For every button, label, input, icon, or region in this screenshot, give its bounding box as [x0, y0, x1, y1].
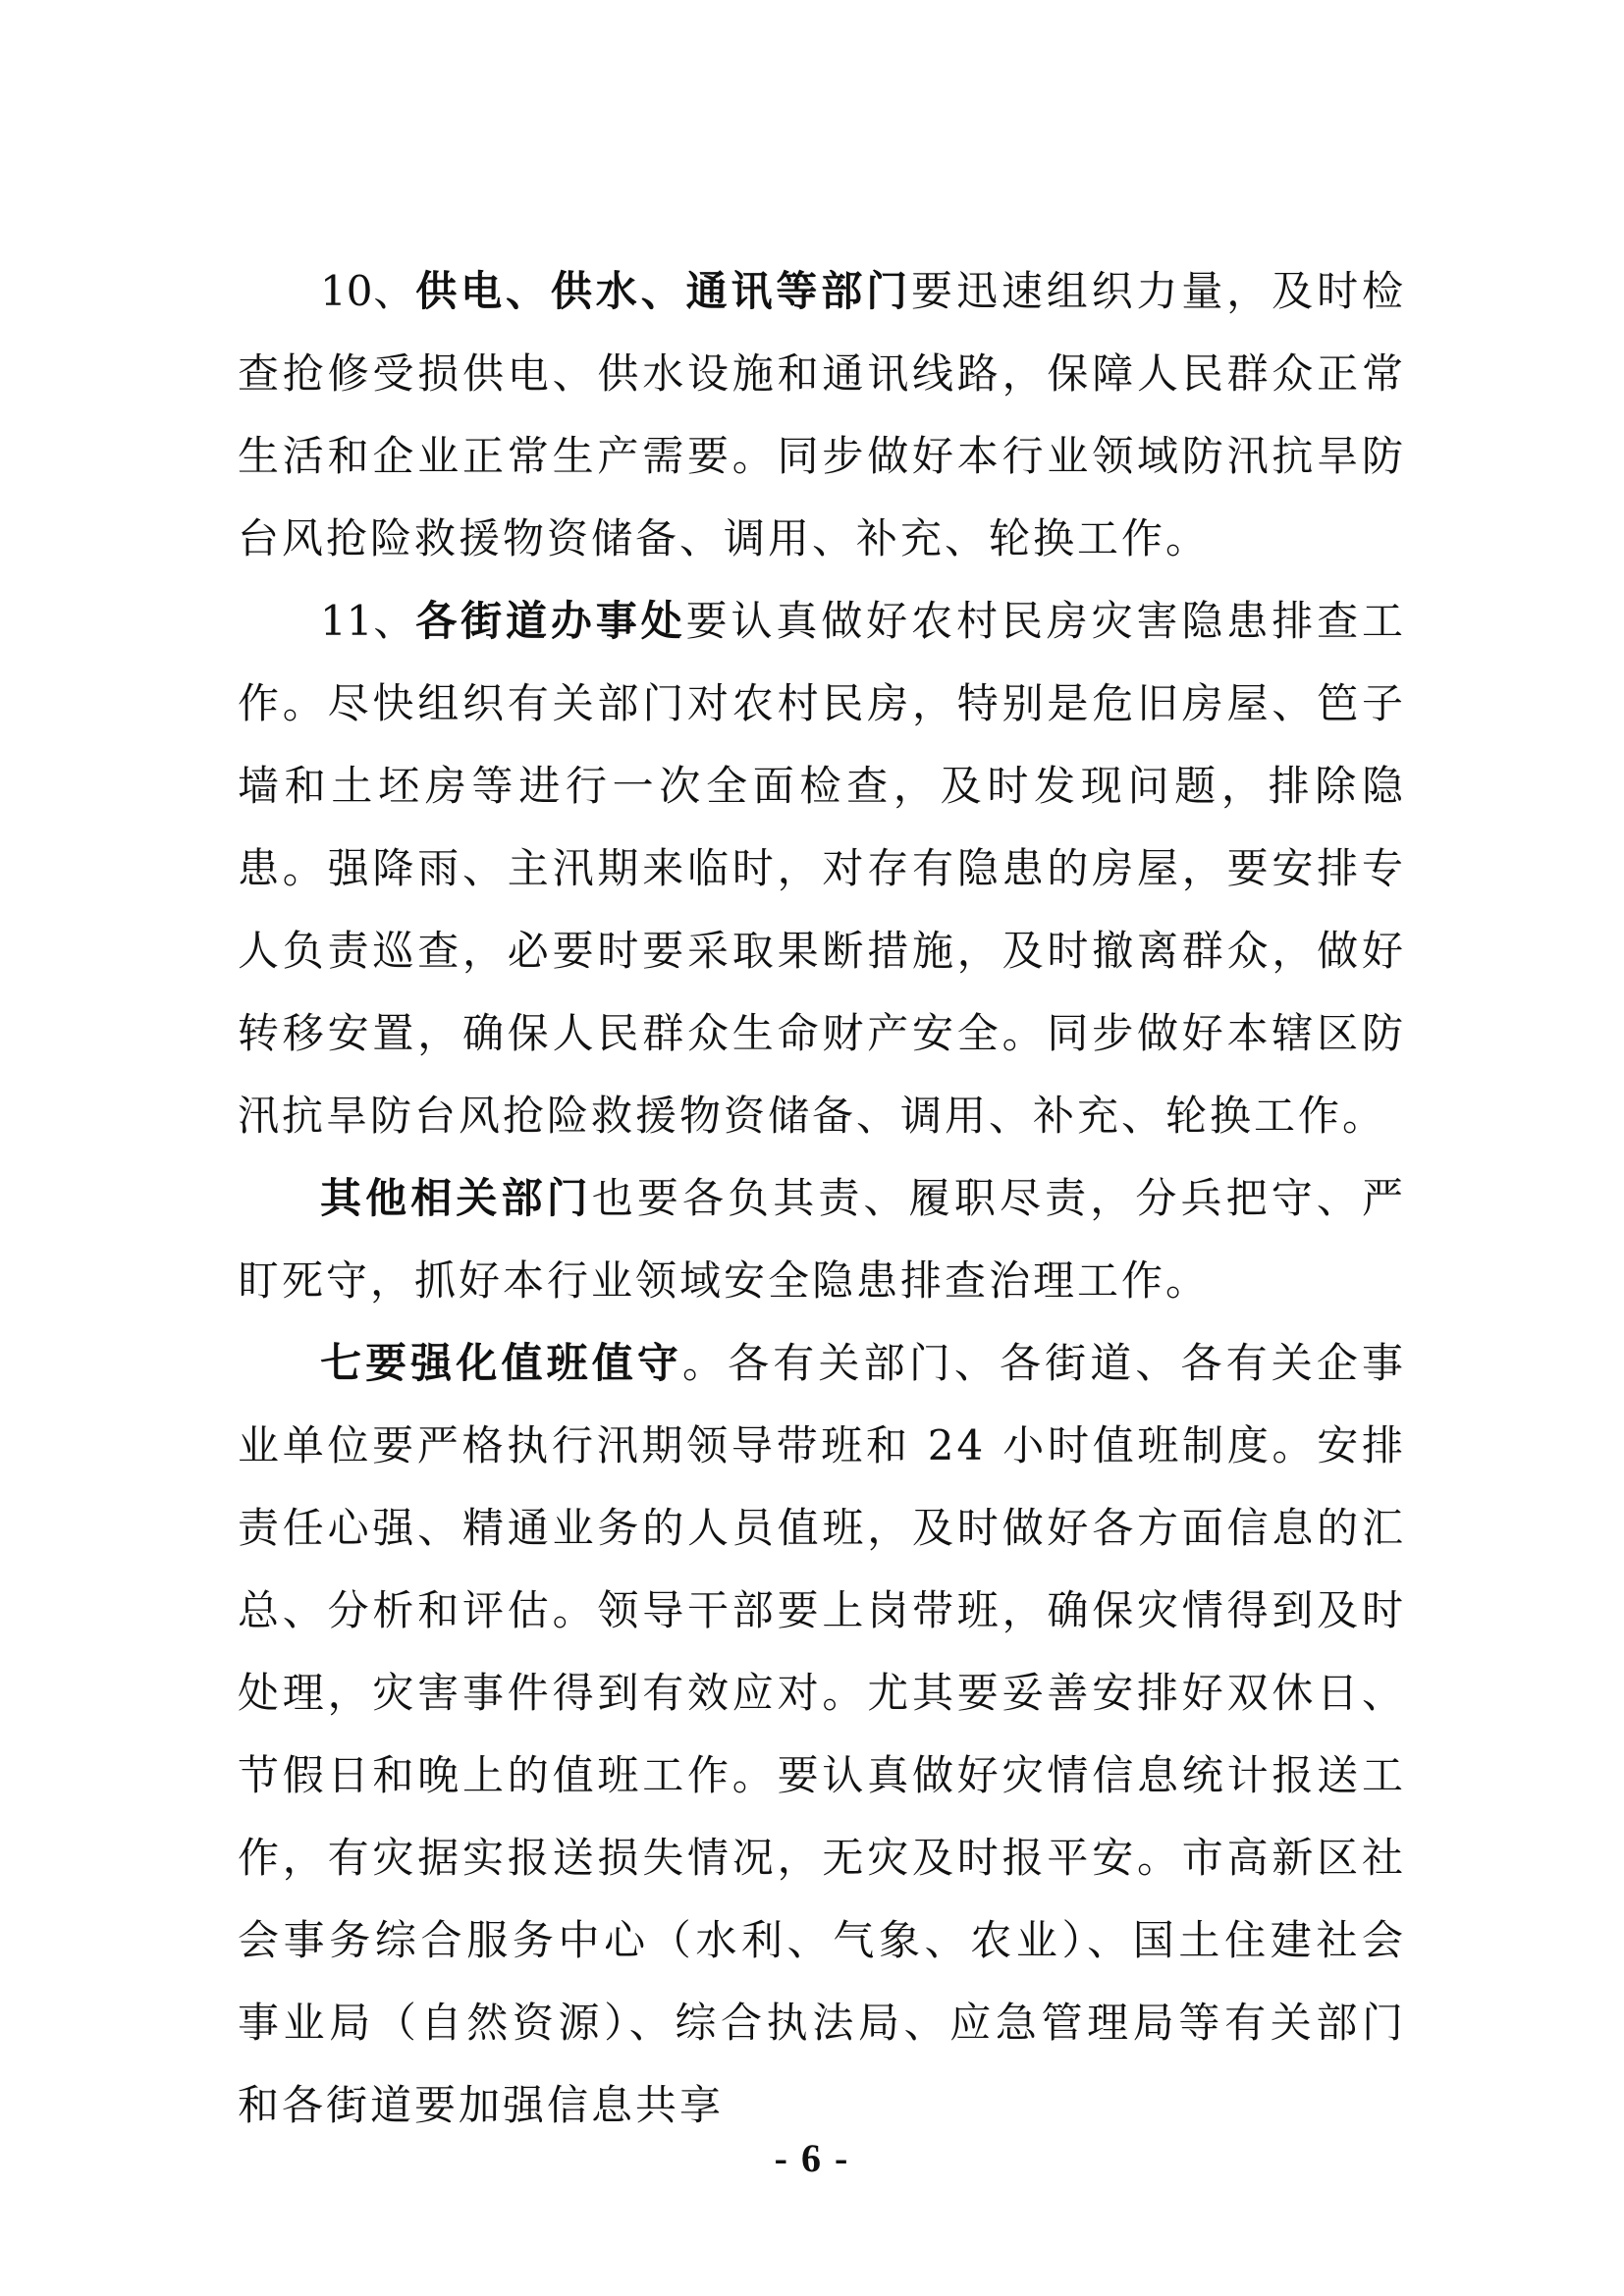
paragraph-number: 10、 — [320, 267, 416, 315]
paragraph-bold-heading: 七要强化值班值守 — [320, 1339, 683, 1387]
paragraph-duty-shifts — [238, 1322, 1406, 2147]
paragraph-street-offices — [238, 580, 1406, 1157]
paragraph-power-water-telecom — [238, 250, 1406, 580]
document-body — [238, 250, 1406, 2147]
paragraph-text: 也要各负其责、履职尽责，分兵把守、严盯死守，抓好本行业领域安全隐患排查治理工作。 — [238, 1174, 1406, 1305]
paragraph-number: 11、 — [320, 597, 416, 645]
paragraph-text: 要认真做好农村民房灾害隐患排查工作。尽快组织有关部门对农村民房，特别是危旧房屋、笆子墙和土坯房等进行一次全面检查，及时发现问题，排除隐患。强降雨、主汛期来临时，对存有隐患的房屋，要安排专人负责巡查，必要时要采取果断措施，及时撤离群众，做好转移安置，确保人民群众生命财产安全。同步做好本辖区防汛抗旱防台风抢险救援物资储备、调用、补充、轮换工作。 — [238, 597, 1406, 1140]
paragraph-text: 。各有关部门、各街道、各有关企事业单位要严格执行汛期领导带班和 24 小时值班制度。安排责任心强、精通业务的人员值班，及时做好各方面信息的汇总、分析和评估。领导干部要上岗带班，确保灾情得到及时处理，灾害事件得到有效应对。尤其要妥善安排好双休日、节假日和晚上的值班工作。要认真做好灾情信息统计报送工作，有灾据实报送损失情况，无灾及时报平安。市高新区社会事务综合服务中心（水利、气象、农业）、国土住建社会事业局（自然资源）、综合执法局、应急管理局等有关部门和各街道要加强信息共享 — [238, 1339, 1406, 2129]
paragraph-text: 要迅速组织力量，及时检查抢修受损供电、供水设施和通讯线路，保障人民群众正常生活和企业正常生产需要。同步做好本行业领域防汛抗旱防台风抢险救援物资储备、调用、补充、轮换工作。 — [238, 267, 1406, 562]
paragraph-other-departments — [238, 1157, 1406, 1322]
paragraph-bold-heading: 各街道办事处 — [415, 597, 686, 645]
paragraph-bold-heading: 供电、供水、通讯等部门 — [415, 267, 912, 315]
paragraph-bold-heading: 其他相关部门 — [320, 1174, 592, 1222]
page-number: - 6 - — [774, 2136, 850, 2180]
